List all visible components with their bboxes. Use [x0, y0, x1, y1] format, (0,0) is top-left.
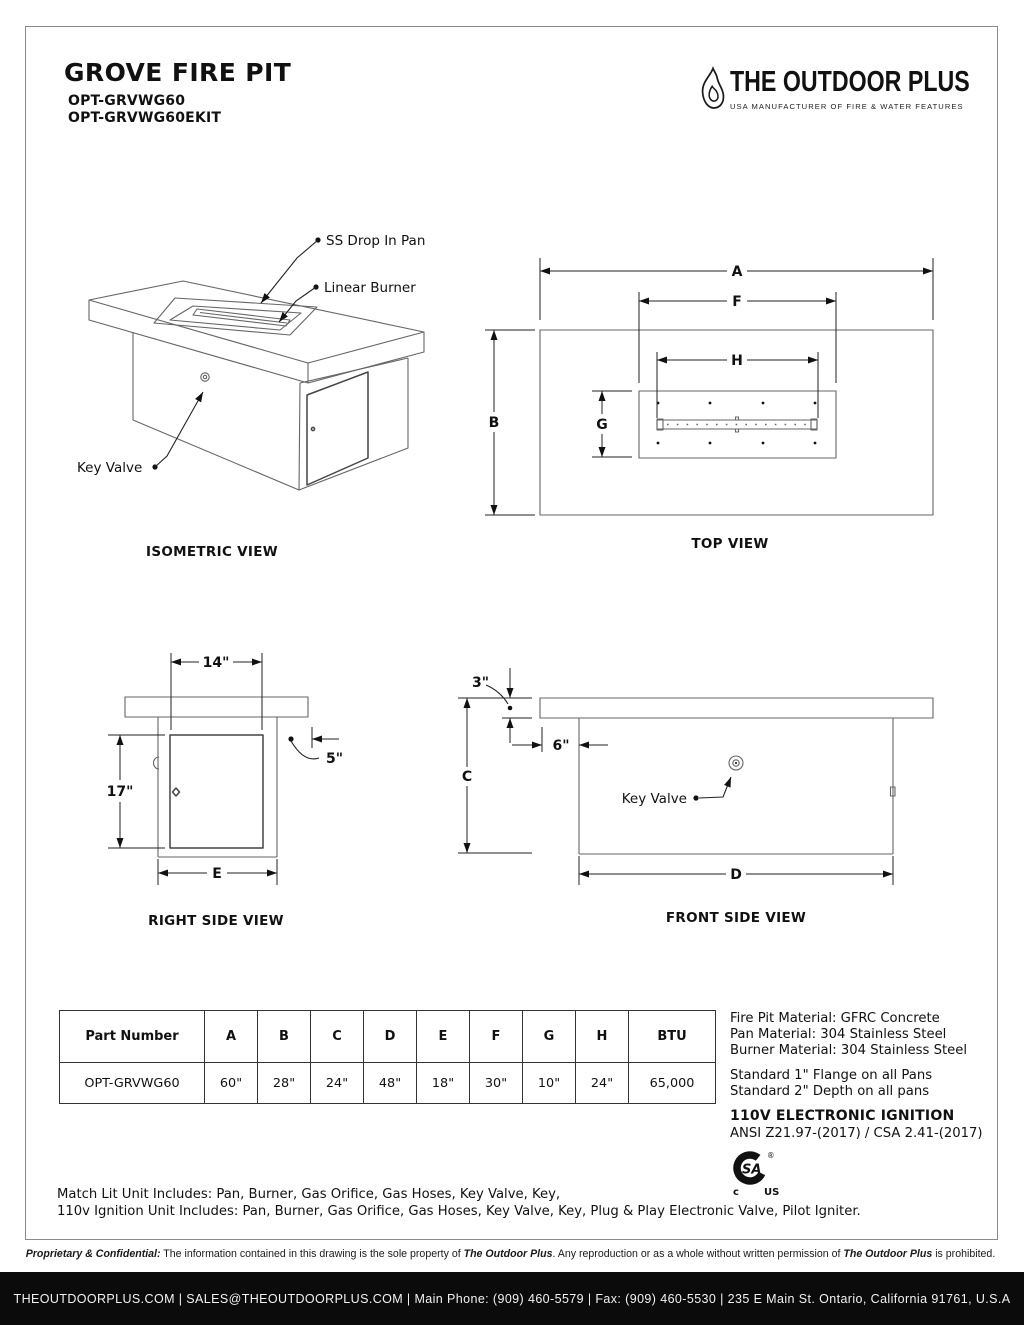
fire-pit-material: Fire Pit Material: GFRC Concrete: [730, 1011, 940, 1026]
dim-3in: 3": [472, 675, 490, 691]
label-key-valve-front: Key Valve: [621, 791, 687, 807]
dim-17in: 17": [106, 784, 134, 800]
cell-btu: 65,000: [629, 1063, 716, 1104]
csa-us-text: US: [764, 1187, 780, 1199]
col-header-e: E: [417, 1011, 470, 1063]
dim-c: C: [461, 769, 473, 785]
csa-sa-text: SA: [742, 1162, 762, 1178]
cell-c: 24": [311, 1063, 364, 1104]
dim-a: A: [731, 264, 743, 280]
front-view-geometry: [540, 698, 933, 854]
spec-table-header-row: [60, 1011, 716, 1063]
dim-d: D: [730, 867, 742, 883]
fire-pit-body: [89, 281, 424, 490]
standard-flange: Standard 1" Flange on all Pans: [730, 1067, 933, 1083]
col-header-c: C: [311, 1011, 364, 1063]
ignition-includes: 110v Ignition Unit Includes: Pan, Burner, Gas Orifice, Gas Hoses, Key Valve, Key, Plug & Play Electronic Valve, Pilot Igniter.: [57, 1203, 861, 1219]
right-side-view-drawing: [95, 645, 415, 935]
cell-h: 24": [576, 1063, 629, 1104]
right-view-geometry: [125, 697, 308, 857]
standard-depth: Standard 2" Depth on all pans: [730, 1083, 930, 1099]
dim-5in: 5": [326, 751, 344, 767]
iso-leaders: [152, 237, 320, 469]
pan-mount-dots: [657, 402, 817, 445]
pan-material: Pan Material: 304 Stainless Steel: [730, 1026, 947, 1042]
part-number-2: OPT-GRVWG60EKIT: [68, 110, 222, 126]
label-ss-drop-in-pan: SS Drop In Pan: [326, 233, 426, 249]
top-view-dimensions: [485, 258, 933, 515]
cell-b: 28": [258, 1063, 311, 1104]
dim-14in: 14": [202, 655, 230, 671]
logo-text: [730, 66, 1024, 111]
part-number-1: OPT-GRVWG60: [68, 93, 186, 109]
top-view-drawing: [455, 240, 970, 570]
spec-table: [59, 1010, 716, 1104]
csa-c-text: c: [733, 1187, 739, 1199]
isometric-view-caption: ISOMETRIC VIEW: [146, 544, 278, 560]
burner-material: Burner Material: 304 Stainless Steel: [730, 1042, 968, 1058]
materials-block: [730, 1011, 998, 1059]
logo-tagline: USA MANUFACTURER OF FIRE & WATER FEATURES: [730, 102, 964, 111]
dim-6in: 6": [552, 738, 570, 754]
cell-g: 10": [523, 1063, 576, 1104]
dim-f: F: [732, 294, 742, 310]
disclaimer-part1: The information contained in this drawing is the sole property of: [160, 1248, 464, 1260]
disclaimer: [25, 1248, 996, 1260]
ignition-title: 110V ELECTRONIC IGNITION: [730, 1107, 955, 1124]
col-header-h: H: [576, 1011, 629, 1063]
col-header-d: D: [364, 1011, 417, 1063]
label-key-valve-iso: Key Valve: [77, 460, 143, 476]
isometric-view-drawing: [60, 225, 460, 565]
cell-f: 30": [470, 1063, 523, 1104]
match-lit-includes: Match Lit Unit Includes: Pan, Burner, Gas Orifice, Gas Hoses, Key Valve, Key,: [57, 1187, 561, 1202]
col-header-g: G: [523, 1011, 576, 1063]
material-specs: [730, 1011, 998, 1203]
disclaimer-brand-2: The Outdoor Plus: [843, 1248, 933, 1260]
col-header-a: A: [205, 1011, 258, 1063]
dim-g: G: [596, 417, 608, 433]
front-view-dimensions: [458, 668, 893, 885]
col-header-b: B: [258, 1011, 311, 1063]
standards-block: [730, 1068, 998, 1100]
cell-part-number: OPT-GRVWG60: [60, 1063, 205, 1104]
right-view-door: [170, 735, 263, 848]
access-door: [307, 372, 368, 485]
cell-a: 60": [205, 1063, 258, 1104]
ignition-cert: ANSI Z21.97-(2017) / CSA 2.41-(2017): [730, 1126, 983, 1142]
front-key-valve: [729, 756, 743, 770]
front-view-caption: FRONT SIDE VIEW: [665, 910, 807, 926]
company-logo: [700, 66, 1024, 112]
right-view-dimensions: [108, 653, 339, 885]
flame-icon: [700, 66, 726, 112]
dim-h: H: [731, 353, 743, 369]
csa-registered-mark: ®: [767, 1151, 775, 1161]
logo-name: THE OUTDOOR PLUS: [730, 66, 970, 98]
disclaimer-lead: Proprietary & Confidential:: [25, 1248, 161, 1260]
page-title: GROVE FIRE PIT: [64, 58, 292, 87]
col-header-part-number: Part Number: [60, 1011, 205, 1063]
key-valve-fitting: [201, 373, 209, 381]
footer-contact-info: THEOUTDOORPLUS.COM | SALES@THEOUTDOORPLUS.COM | Main Phone: (909) 460-5579 | Fax: (909) 460-5530 | 235 E Main St. Ontario, California 91761, U.S.A: [13, 1291, 1011, 1306]
dim-e: E: [212, 866, 222, 882]
spec-table-data-row: [60, 1063, 716, 1104]
label-linear-burner: Linear Burner: [324, 280, 416, 296]
right-view-caption: RIGHT SIDE VIEW: [148, 913, 284, 929]
disclaimer-part2: . Any reproduction or as a whole without written permission of: [552, 1248, 844, 1260]
disclaimer-brand-1: The Outdoor Plus: [463, 1248, 553, 1260]
top-view-caption: TOP VIEW: [691, 536, 769, 552]
dim-b: B: [488, 415, 500, 431]
cell-e: 18": [417, 1063, 470, 1104]
front-side-view-drawing: [450, 655, 965, 935]
includes-block: [57, 1187, 861, 1220]
col-header-f: F: [470, 1011, 523, 1063]
cell-d: 48": [364, 1063, 417, 1104]
col-header-btu: BTU: [629, 1011, 716, 1063]
footer-bar: [0, 1272, 1024, 1325]
disclaimer-end: is prohibited.: [932, 1248, 996, 1260]
